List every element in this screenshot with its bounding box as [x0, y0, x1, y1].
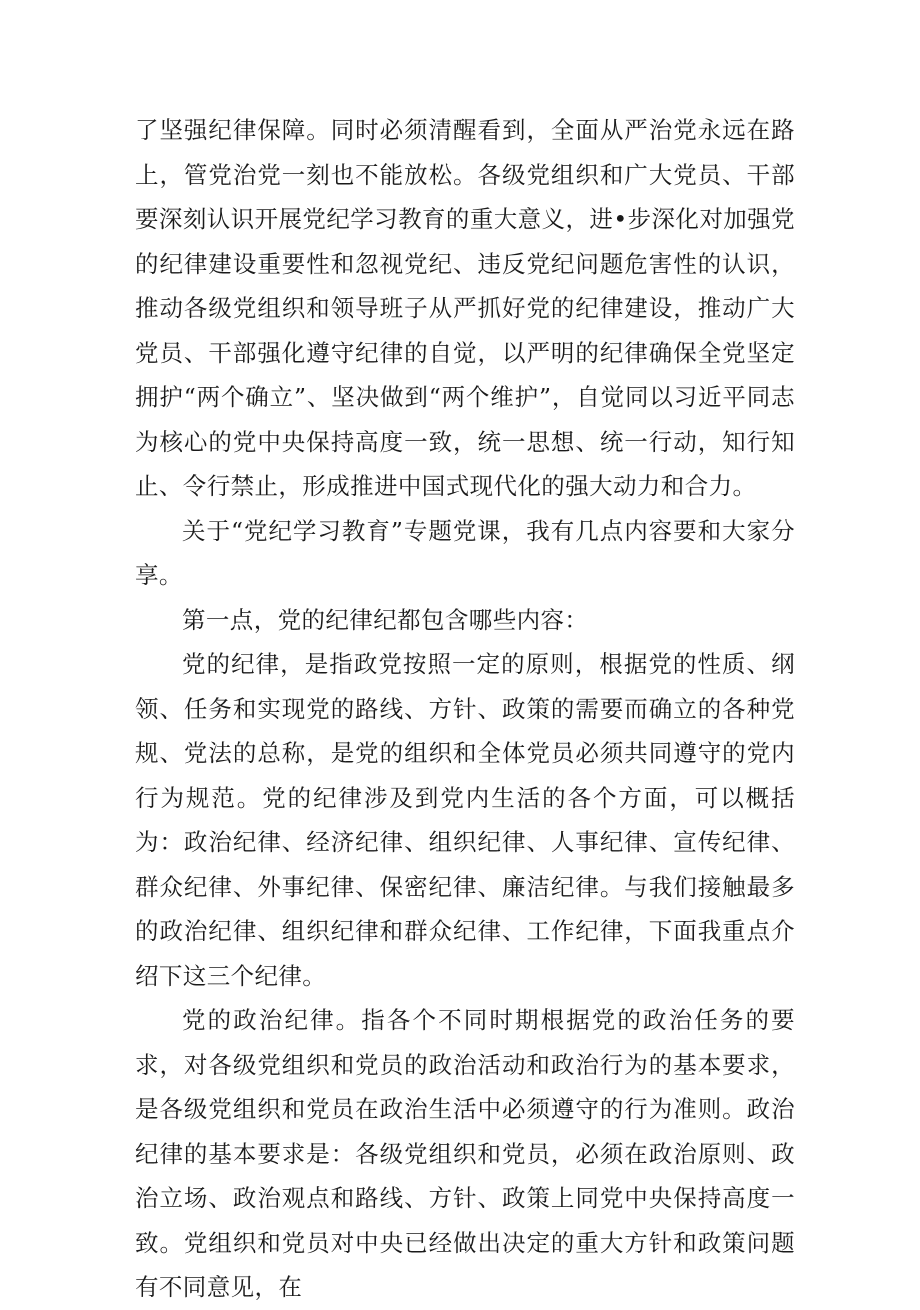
paragraph-1: 了坚强纪律保障。同时必须清醒看到，全面从严治党永远在路上，管党治党一刻也不能放松。各级党组织和广大党员、干部要深刻认识开展党纪学习教育的重大意义，进•步深化对加强党的纪律建设重要性和忽视党纪、违反党纪问题危害性的认识，推动各级党组织和领导班子从严抓好党的纪律建设，推动广大党员、干部强化遵守纪律的自觉，以严明的纪律确保全党坚定拥护“两个确立”、坚决做到“两个维护”，自觉同以习近平同志为核心的党中央保持高度一致，统一思想、统一行动，知行知止、令行禁止，形成推进中国式现代化的强大动力和合力。 — [135, 116, 795, 500]
document-body — [135, 108, 795, 1310]
paragraph-5: 党的政治纪律。指各个不同时期根据党的政治任务的要求，对各级党组织和党员的政治活动和政治行为的基本要求，是各级党组织和党员在政治生活中必须遵守的行为准则。政治纪律的基本要求是：各级党组织和党员，必须在政治原则、政治立场、政治观点和路线、方针、政策上同党中央保持高度一致。党组织和党员对中央已经做出决定的重大方针和政策问题有不同意见，在 — [135, 1006, 795, 1301]
paragraph-2: 关于“党纪学习教育”专题党课，我有几点内容要和大家分享。 — [135, 516, 795, 589]
paragraph-4: 党的纪律，是指政党按照一定的原则，根据党的性质、纲领、任务和实现党的路线、方针、政策的需要而确立的各种党规、党法的总称，是党的组织和全体党员必须共同遵守的党内行为规范。党的纪律涉及到党内生活的各个方面，可以概括为：政治纪律、经济纪律、组织纪律、人事纪律、宣传纪律、群众纪律、外事纪律、保密纪律、廉洁纪律。与我们接触最多的政治纪律、组织纪律和群众纪律、工作纪律，下面我重点介绍下这三个纪律。 — [135, 650, 795, 990]
paragraph-3: 第一点，党的纪律纪都包含哪些内容： — [182, 605, 589, 634]
